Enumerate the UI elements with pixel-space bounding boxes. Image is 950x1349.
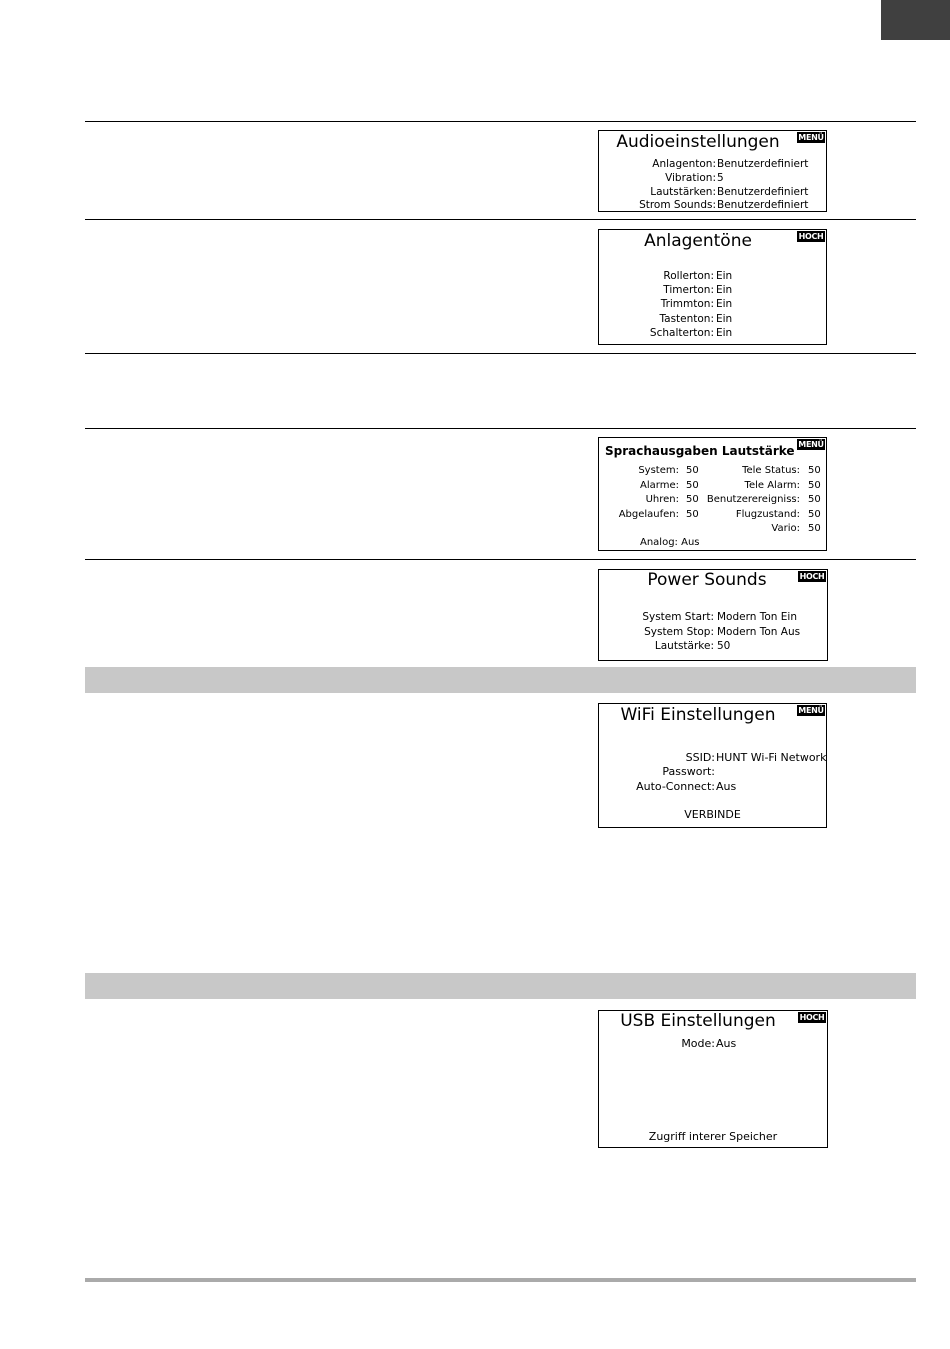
tones-row-value: Ein	[716, 313, 733, 325]
usb-mode-label: Mode:	[681, 1037, 715, 1050]
internal-storage-access-button[interactable]: Zugriff interer Speicher	[648, 1130, 778, 1143]
menu-badge: MENÜ	[798, 133, 824, 142]
voice-right-label: Tele Status:	[742, 465, 800, 476]
audio-row-label: Vibration:	[665, 172, 716, 184]
power-sounds-title: Power Sounds	[647, 570, 767, 590]
section-header-band-usb	[85, 973, 916, 999]
tones-row-label: Timerton:	[663, 284, 714, 296]
wifi-row-label: Auto-Connect:	[636, 780, 715, 793]
connect-button[interactable]: VERBINDE	[684, 808, 741, 821]
voice-volume-screen	[598, 437, 827, 551]
power-row-value: Modern Ton Ein	[717, 611, 797, 623]
voice-right-label: Vario:	[771, 523, 800, 534]
wifi-row-value: Aus	[716, 780, 737, 793]
wifi-settings-title: WiFi Einstellungen	[620, 705, 776, 725]
voice-left-label: Uhren:	[645, 494, 679, 505]
tones-row-value: Ein	[716, 270, 733, 282]
voice-right-value: 50	[808, 480, 821, 491]
voice-left-label: Alarme:	[640, 480, 679, 491]
audio-row-value: 5	[717, 172, 724, 184]
audio-row-value: Benutzerdefiniert	[717, 158, 809, 170]
power-row-label: Lautstärke:	[654, 640, 714, 652]
tones-row-value: Ein	[716, 327, 733, 339]
voice-right-value: 50	[808, 523, 821, 534]
voice-analog-text: Analog: Aus	[640, 537, 700, 548]
menu-badge: MENÜ	[798, 706, 824, 715]
system-tones-title: Anlagentöne	[644, 231, 752, 251]
wifi-row-label: SSID:	[685, 751, 715, 764]
divider-rule	[85, 121, 916, 122]
tones-row-label: Rollerton:	[663, 270, 714, 282]
system-tones-screen	[598, 229, 827, 345]
voice-right-label: Benutzerereigniss:	[706, 494, 800, 505]
wifi-row-label: Passwort:	[662, 765, 715, 778]
voice-left-value: 50	[686, 494, 699, 505]
up-badge: HOCH	[798, 232, 824, 241]
audio-row-label: Lautstärken:	[650, 186, 716, 198]
usb-settings-screen	[598, 1010, 828, 1148]
power-row-label: System Start:	[642, 611, 714, 623]
section-header-band-wifi	[85, 667, 916, 693]
voice-left-label: System:	[638, 465, 679, 476]
voice-right-value: 50	[808, 509, 821, 520]
tones-row-label: Schalterton:	[649, 327, 714, 339]
wifi-settings-screen	[598, 703, 827, 828]
tones-row-label: Trimmton:	[660, 298, 714, 310]
wifi-row-value: HUNT Wi-Fi Network	[716, 751, 827, 764]
voice-right-value: 50	[808, 465, 821, 476]
up-badge: HOCH	[799, 572, 825, 581]
audio-row-label: Strom Sounds:	[639, 199, 716, 211]
voice-left-label: Abgelaufen:	[618, 509, 679, 520]
power-row-label: System Stop:	[644, 626, 714, 638]
power-row-value: Modern Ton Aus	[717, 626, 801, 638]
footer-rule	[85, 1278, 916, 1282]
power-row-value: 50	[717, 640, 731, 652]
voice-volume-title: Sprachausgaben Lautstärke	[605, 444, 795, 458]
divider-rule	[85, 428, 916, 429]
divider-rule	[85, 353, 916, 354]
page-corner-tab	[881, 0, 950, 40]
voice-right-value: 50	[808, 494, 821, 505]
audio-row-value: Benutzerdefiniert	[717, 199, 809, 211]
audio-row-label: Anlagenton:	[652, 158, 716, 170]
voice-left-value: 50	[686, 509, 699, 520]
usb-settings-title: USB Einstellungen	[620, 1011, 776, 1031]
voice-right-label: Tele Alarm:	[744, 480, 800, 491]
tones-row-value: Ein	[716, 284, 733, 296]
voice-right-label: Flugzustand:	[735, 509, 800, 520]
audio-row-value: Benutzerdefiniert	[717, 186, 809, 198]
audio-settings-title: Audioeinstellungen	[616, 132, 780, 152]
menu-badge: MENÜ	[798, 440, 824, 449]
voice-left-value: 50	[686, 465, 699, 476]
tones-row-value: Ein	[716, 298, 733, 310]
divider-rule	[85, 219, 916, 220]
divider-rule	[85, 559, 916, 560]
power-sounds-screen	[598, 569, 828, 661]
audio-settings-screen	[598, 130, 827, 212]
up-badge: HOCH	[799, 1013, 825, 1022]
usb-mode-value: Aus	[716, 1037, 737, 1050]
voice-left-value: 50	[686, 480, 699, 491]
tones-row-label: Tastenton:	[659, 313, 714, 325]
